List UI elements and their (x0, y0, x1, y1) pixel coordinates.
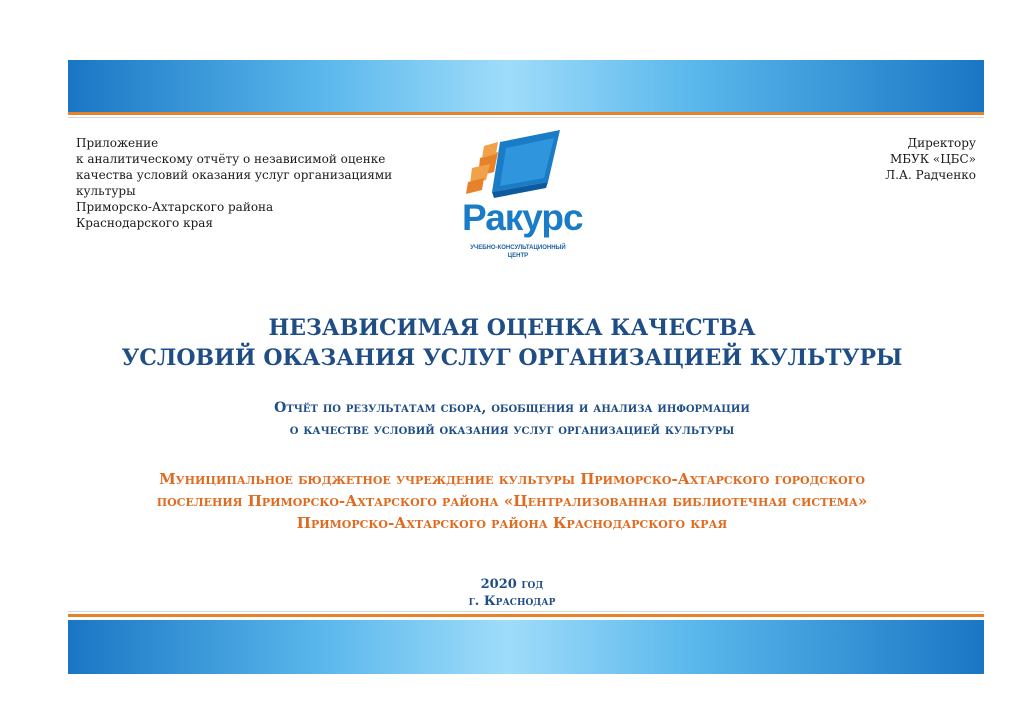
publication-info (0, 576, 1024, 610)
addressee-line: МБУК «ЦБС» (889, 152, 976, 166)
publication-year: 2020 год (480, 577, 544, 592)
top-decorative-band (68, 60, 984, 112)
top-thin-stripe (68, 117, 984, 118)
attachment-note (76, 135, 406, 231)
logo-subtitle (462, 244, 574, 260)
report-title (0, 313, 1024, 373)
logo-subtitle-line: УЧЕБНО-КОНСУЛЬТАЦИОННЫЙ (470, 245, 566, 251)
publication-city: г. Краснодар (468, 594, 556, 609)
organization-name (0, 468, 1024, 534)
attachment-line: культуры (76, 184, 136, 198)
title-line: УСЛОВИЙ ОКАЗАНИЯ УСЛУГ ОРГАНИЗАЦИЕЙ КУЛЬТУРЫ (121, 345, 903, 371)
addressee-line: Директору (907, 136, 976, 150)
organization-line: Муниципальное бюджетное учреждение культуры Приморско-Ахтарского городского (159, 470, 865, 488)
bottom-orange-stripe (68, 614, 984, 617)
attachment-line: Приложение (76, 136, 159, 150)
addressee-block (756, 135, 976, 183)
attachment-line: качества условий оказания услуг организациями (76, 168, 393, 182)
book-emblem-icon (462, 128, 574, 200)
organization-line: Приморско-Ахтарского района Краснодарского края (296, 514, 728, 532)
title-line: НЕЗАВИСИМАЯ ОЦЕНКА КАЧЕСТВА (268, 315, 756, 341)
subtitle-line: Отчёт по результатам сбора, обобщения и анализа информации (274, 400, 750, 416)
attachment-line: Краснодарского края (76, 216, 213, 230)
rakurs-logo (462, 128, 583, 268)
bottom-decorative-band (68, 620, 984, 674)
logo-subtitle-line: ЦЕНТР (507, 253, 529, 259)
attachment-line: к аналитическому отчёту о независимой оценке (76, 152, 386, 166)
report-subtitle (0, 397, 1024, 441)
attachment-line: Приморско-Ахтарского района (76, 200, 274, 214)
subtitle-line: о качестве условий оказания услуг организацией культуры (289, 422, 735, 438)
logo-name: Ракурс (462, 197, 583, 238)
addressee-line: Л.А. Радченко (885, 168, 976, 182)
organization-line: поселения Приморско-Ахтарского района «Централизованная библиотечная система» (156, 492, 868, 510)
top-orange-stripe (68, 112, 984, 115)
bottom-thin-stripe (68, 611, 984, 612)
